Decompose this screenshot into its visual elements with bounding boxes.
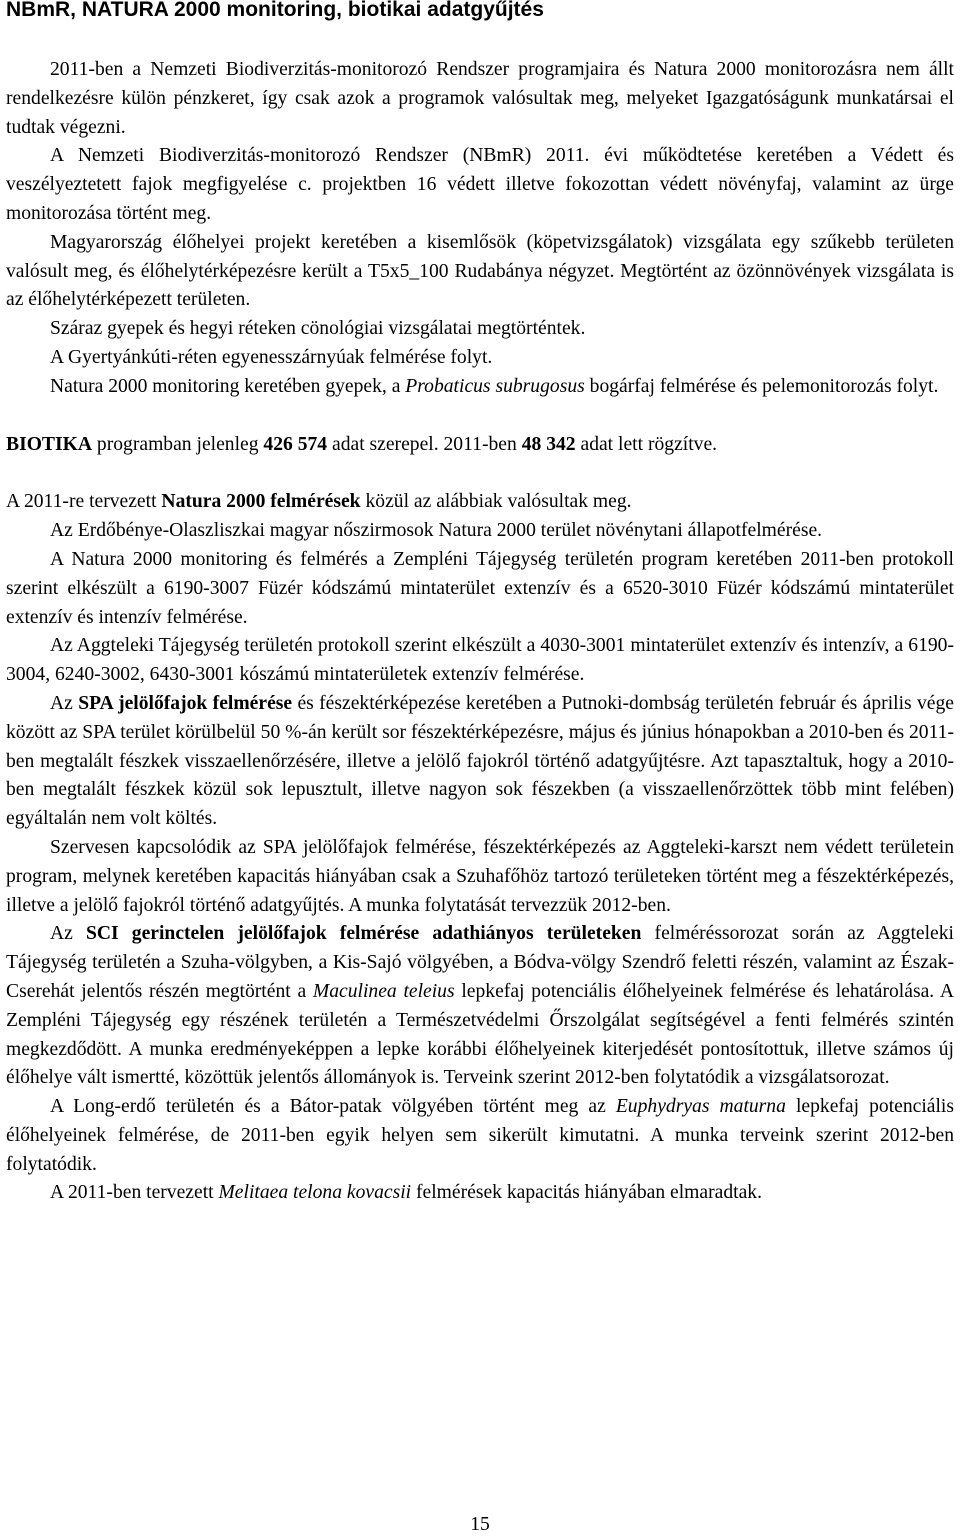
species-name: Melitaea telona kovacsii: [218, 1182, 412, 1204]
paragraph-sci: Az SCI gerinctelen jelölőfajok felmérése adathiányos területeken felméréssorozat során az Aggteleki Tájegység területén a Szuha-völgyben, a Kis-Sajó völgyében, a Bódva-völgy Szendrő feletti részén, valamint az Észak-Cserehát jelentős részén megtörtént a Maculinea teleius lepkefaj potenciális élőhelyeinek felmérése és lehatárolása. A Zempléni Tájegység egy részének területén a Természetvédelmi Őrszolgálat segítségével a fenti felmérés szintén megkezdődött. A munka eredményeképpen a lepke korábbi élőhelyeinek kiterjedését pontosítottuk, illetve számos új élőhelye vált ismertté, közöttük jelentős állományok is. Terveink szerint 2012-ben folytatódik a vizsgálatsorozat.: [6, 923, 954, 1089]
paragraph-intro: 2011-ben a Nemzeti Biodiverzitás-monitorozó Rendszer programjaira és Natura 2000 monitorozásra nem állt rendelkezésre külön pénzkeret, így csak azok a programok valósultak meg, melyeket Igazgatóságunk munkatársai el tudtak végezni.: [6, 59, 954, 138]
paragraph-long-erdo: A Long-erdő területén és a Bátor-patak völgyében történt meg az Euphydryas maturna lepkefaj potenciális élőhelyeinek felmérése, de 2011-ben egyik helyen sem sikerült kimutatni. A munka terveink szerint 2012-ben folytatódik.: [6, 1096, 954, 1175]
paragraph-gap: [6, 402, 954, 431]
paragraph-orthoptera: A Gyertyánkúti-réten egyenesszárnyúak felmérése folyt.: [50, 346, 493, 368]
sci-label: SCI gerinctelen jelölőfajok felmérése adathiányos területeken: [85, 923, 642, 945]
species-name: Euphydryas maturna: [615, 1096, 786, 1118]
paragraph-aggtelek: Az Aggteleki Tájegység területén protokoll szerint elkészült a 4030-3001 mintaterület extenzív és intenzív, a 6190-3004, 6240-3002, 6430-3001 kószámú mintaterületek extenzív felmérése.: [6, 635, 954, 686]
paragraph-spa-aggtelek: Szervesen kapcsolódik az SPA jelölőfajok felmérése, fészektérképezés az Aggteleki-karszt nem védett területein program, melynek keretében kapacitás hiányában csak a Szuhafőhöz tartozó területeken történt meg a fészektérképezés, illetve a jelölő fajokról történő adatgyűjtés. A munka folytatását tervezzük 2012-ben.: [6, 836, 954, 916]
natura-surveys-label: Natura 2000 felmérések: [161, 491, 361, 513]
document-body: [6, 56, 954, 1208]
biotika-label: BIOTIKA: [6, 433, 93, 455]
paragraph-habitats: Magyarország élőhelyei projekt keretében a kisemlősök (köpetvizsgálatok) vizsgálata egy szűkebb területen valósult meg, és élőhelytérképezésre került a T5x5_100 Rudabánya négyzet. Megtörtént az özönnövények vizsgálata is az élőhelytérképezett területen.: [6, 231, 954, 311]
page-number: 15: [470, 1514, 490, 1535]
paragraph-spa: Az SPA jelölőfajok felmérése és fészektérképezése keretében a Putnoki-dombság területén február és április vége között az SPA terület körülbelül 50 %-án került sor fészektérképezésre, május és június hónapokban a 2010-ben és 2011-ben megtalált fészkek visszaellenőrzésére, illetve a jelölő fajokról történő adatgyűjtésre. Azt tapasztaltuk, hogy a 2010-ben megtalált fészkek közül sok lepusztult, illetve nagyon sok fészekben (a visszaellenőrzöttek több mint felében) egyáltalán nem volt költés.: [6, 692, 955, 830]
paragraph-zemplen: A Natura 2000 monitoring és felmérés a Zempléni Tájegység területén program keretében 2011-ben protokoll szerint elkészült a 6190-3007 Füzér kódszámú mintaterület extenzív és a 6520-3010 Füzér kódszámú mintaterület extenzív és intenzív felmérése.: [6, 548, 954, 628]
paragraph-dry-grasslands: Száraz gyepek és hegyi réteken cönológiai vizsgálatai megtörténtek.: [50, 318, 586, 340]
species-name: Probaticus subrugosus: [405, 375, 585, 397]
paragraph-erdobenye: Az Erdőbénye-Olaszliszkai magyar nőszirmosok Natura 2000 terület növénytani állapotfelmérése.: [50, 520, 823, 542]
section-heading: NBmR, NATURA 2000 monitoring, biotikai adatgyűjtés: [6, 0, 544, 21]
paragraph-gap: [6, 459, 954, 488]
record-count-2011: 48 342: [521, 433, 576, 455]
paragraph-natura-monitoring: Natura 2000 monitoring keretében gyepek, a Probaticus subrugosus bogárfaj felmérése és pelemonitorozás folyt.: [50, 375, 939, 397]
species-name: Maculinea teleius: [312, 980, 455, 1002]
paragraph-biotika: BIOTIKA programban jelenleg 426 574 adat szerepel. 2011-ben 48 342 adat lett rögzítve.: [6, 433, 718, 455]
paragraph-melitaea: A 2011-ben tervezett Melitaea telona kovacsii felmérések kapacitás hiányában elmaradtak.: [50, 1182, 762, 1204]
spa-label: SPA jelölőfajok felmérése: [78, 692, 293, 714]
paragraph-nbmr-species: A Nemzeti Biodiverzitás-monitorozó Rendszer (NBmR) 2011. évi működtetése keretében a Védett és veszélyeztetett fajok megfigyelése c. projektben 16 védett illetve fokozottan védett növényfaj, valamint az ürge monitorozása történt meg.: [6, 145, 954, 224]
paragraph-natura-surveys: A 2011-re tervezett Natura 2000 felmérések közül az alábbiak valósultak meg.: [6, 491, 632, 513]
record-count-total: 426 574: [263, 433, 328, 455]
